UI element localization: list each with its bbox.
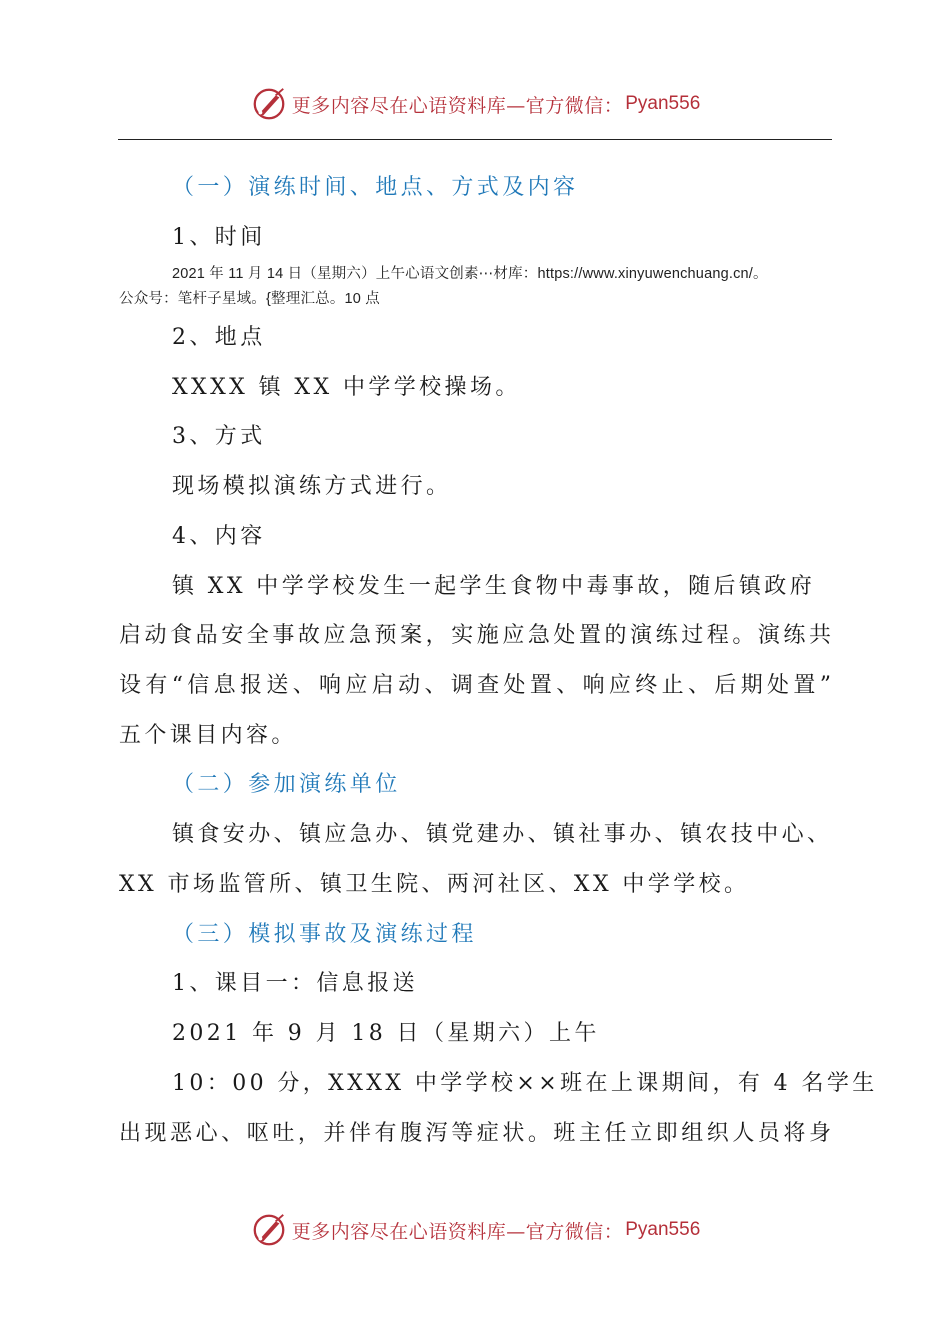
- section-heading-1: （一）演练时间、地点、方式及内容: [172, 175, 579, 200]
- place-text: XXXX 镇 XX 中学学校操场。: [172, 375, 521, 400]
- time-text-line-2: 公众号：笔杆子星域。{整理汇总。10 点: [119, 291, 380, 307]
- time-text-line-1: 2021 年 11 月 14 日（星期六）上午心语文创素⋯材库：https://www.xinyuwenchuang.cn/。: [172, 266, 768, 282]
- content-line-2: 启动食品安全事故应急预案，实施应急处置的演练过程。演练共: [119, 623, 831, 648]
- item-title-content: 4、内容: [172, 524, 266, 549]
- footer-banner: [0, 1208, 950, 1252]
- content-line-1: 镇 XX 中学学校发生一起学生食物中毒事故，随后镇政府: [172, 574, 816, 599]
- event-line-1: 10：00 分，XXXX 中学学校××班在上课期间，有 4 名学生: [172, 1071, 878, 1096]
- quill-logo-icon: [250, 85, 288, 123]
- section-heading-3: （三）模拟事故及演练过程: [172, 922, 477, 947]
- quill-logo-icon: [250, 1211, 288, 1249]
- banner-wechat-id: Pyan556: [625, 93, 701, 114]
- date-line: 2021 年 9 月 18 日（星期六）上午: [172, 1021, 600, 1046]
- event-line-2: 出现恶心、呕吐，并伴有腹泻等症状。班主任立即组织人员将身: [119, 1121, 831, 1146]
- header-divider: [118, 139, 832, 140]
- header-banner: [0, 82, 950, 126]
- banner-text: 更多内容尽在心语资料库—官方微信：: [291, 1220, 624, 1243]
- units-line-1: 镇食安办、镇应急办、镇党建办、镇社事办、镇农技中心、: [172, 822, 833, 847]
- method-text: 现场模拟演练方式进行。: [172, 474, 452, 499]
- item-title-method: 3、方式: [172, 424, 266, 449]
- item-title-place: 2、地点: [172, 325, 266, 350]
- banner-wechat-id: Pyan556: [625, 1219, 701, 1240]
- section-heading-2: （二）参加演练单位: [172, 772, 401, 797]
- content-line-4: 五个课目内容。: [119, 723, 297, 748]
- course-1-title: 1、课目一：信息报送: [172, 971, 418, 996]
- content-line-3: 设有“信息报送、响应启动、调查处置、响应终止、后期处置”: [119, 673, 831, 698]
- banner-text: 更多内容尽在心语资料库—官方微信：: [291, 94, 624, 117]
- item-title-time: 1、时间: [172, 225, 266, 250]
- units-line-2: XX 市场监管所、镇卫生院、两河社区、XX 中学学校。: [119, 872, 750, 897]
